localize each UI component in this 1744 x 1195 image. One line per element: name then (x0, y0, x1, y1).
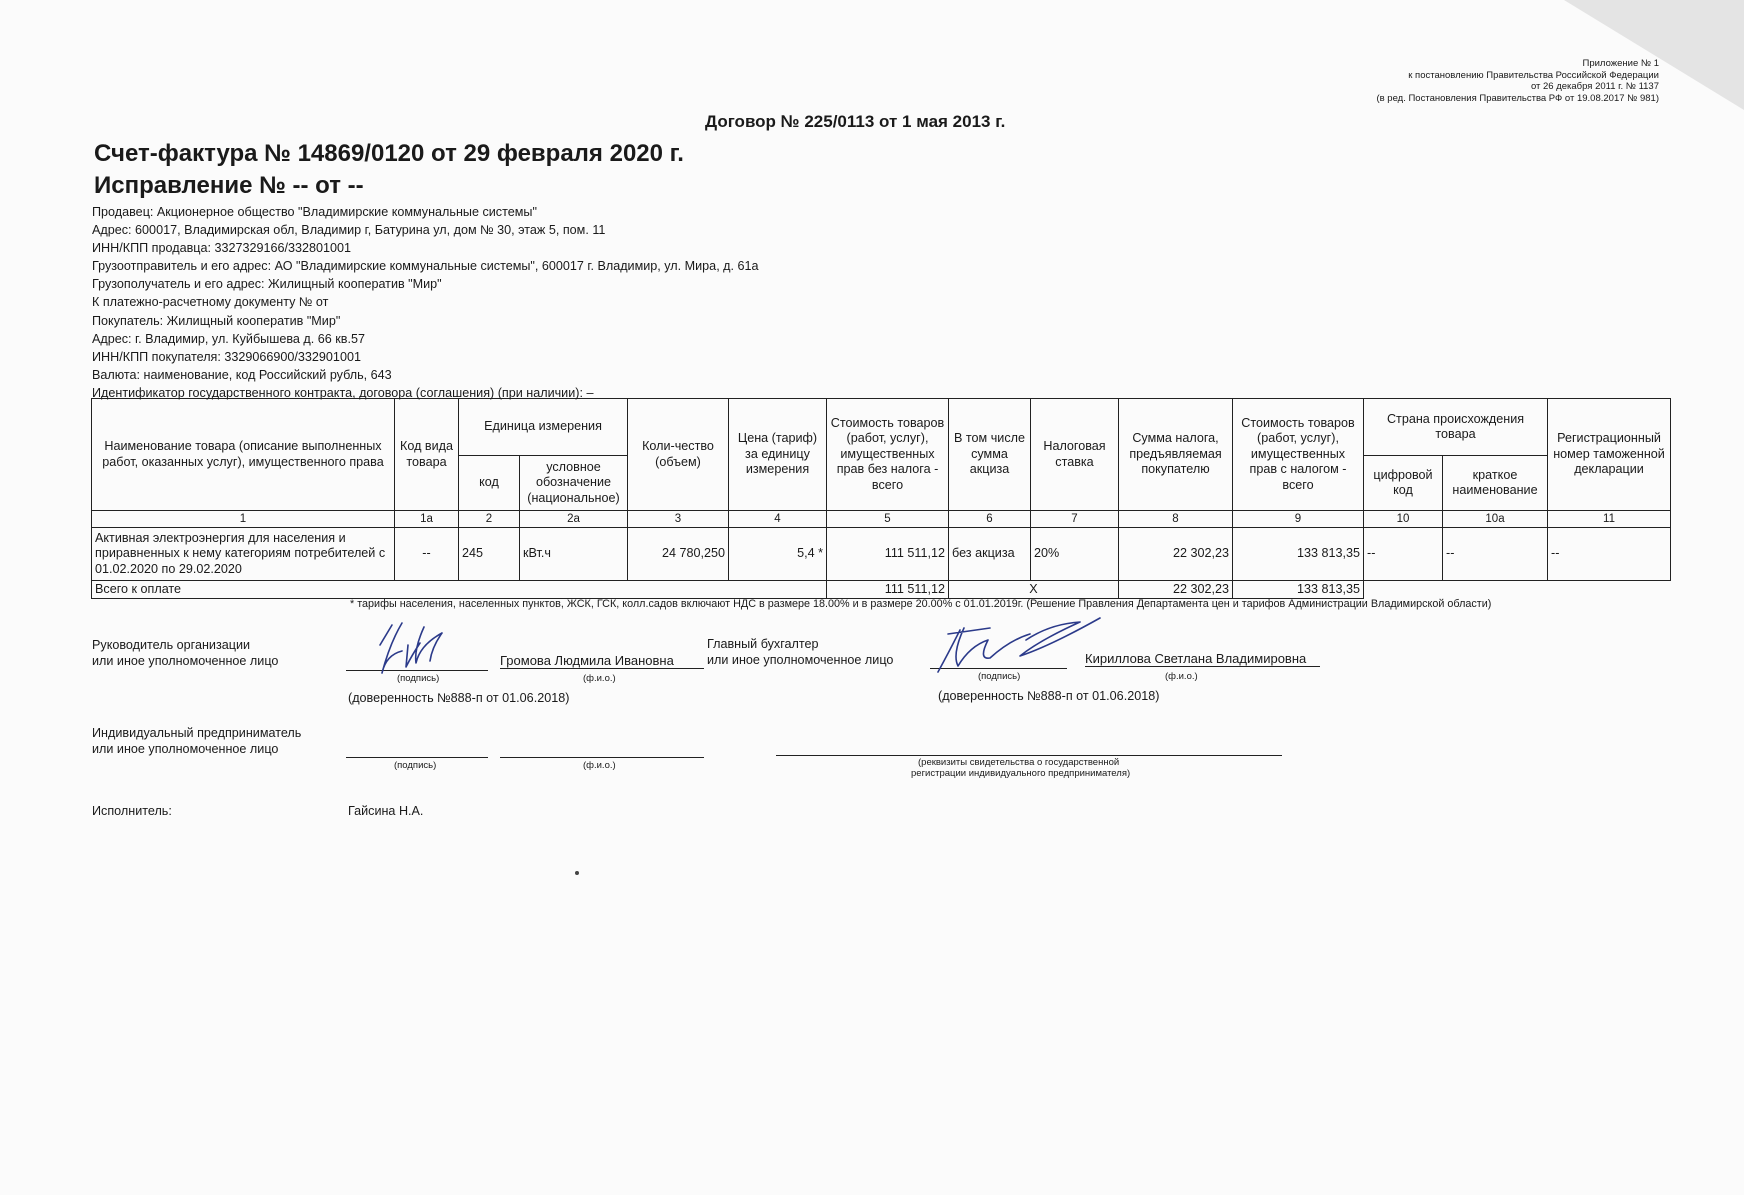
col-unit-symbol-header: условное обозначение (национальное) (520, 456, 628, 511)
col-price-header: Цена (тариф) за единицу измерения (729, 399, 827, 511)
table-header-row (92, 399, 1671, 456)
col-tax-rate-header: Налоговая ставка (1031, 399, 1119, 511)
col-country-code-header: цифровой код (1364, 456, 1443, 511)
head-sign-caption: (подпись) (397, 673, 440, 684)
invoice-title: Счет-фактура № 14869/0120 от 29 февраля 2020 г. (94, 140, 684, 167)
ip-fio-caption: (ф.и.о.) (583, 760, 616, 771)
col-excise-header: В том числе сумма акциза (949, 399, 1031, 511)
buyer-address: Адрес: г. Владимир, ул. Куйбышева д. 66 кв.57 (92, 331, 365, 346)
ip-requisites-caption-1: (реквизиты свидетельства о государственной (918, 757, 1120, 768)
buyer-inn-kpp: ИНН/КПП покупателя: 3329066900/332901001 (92, 349, 361, 364)
item-tax-rate: 20% (1031, 528, 1119, 581)
ip-name-line (500, 757, 704, 758)
accountant-sign-caption: (подпись) (978, 671, 1021, 682)
currency: Валюта: наименование, код Российский рубль, 643 (92, 367, 392, 382)
executor-label: Исполнитель: (92, 804, 172, 818)
col-cost-with-tax-header: Стоимость товаров (работ, услуг), имущественных прав с налогом - всего (1233, 399, 1364, 511)
col-cost-no-tax-header: Стоимость товаров (работ, услуг), имущественных прав без налога - всего (827, 399, 949, 511)
item-unit-code: 245 (459, 528, 520, 581)
item-name: Активная электроэнергия для населения и приравненных к нему категориям потребителей с 01.02.2020 по 29.02.2020 (92, 528, 395, 581)
tariff-footnote: * тарифы населения, населенных пунктов, ЖСК, ГСК, колл.садов включают НДС в размере 18.00% и в размере 20.00% с 01.01.2019г. (Решение Правления Департамента цен и тарифов Администрации Владимирской области) (350, 598, 1492, 610)
shipper: Грузоотправитель и его адрес: АО "Владимирские коммунальные системы", 600017 г. Владимир, ул. Мира, д. 61а (92, 259, 759, 274)
item-cost-no-tax: 111 511,12 (827, 528, 949, 581)
invoice-header-details (92, 203, 759, 402)
total-cost-no-tax: 111 511,12 (827, 581, 949, 599)
total-tax-sum: 22 302,23 (1119, 581, 1233, 599)
payment-document: К платежно-расчетному документу № от (92, 295, 329, 310)
item-kind-code: -- (395, 528, 459, 581)
seller-address: Адрес: 600017, Владимирская обл, Владимир г, Батурина ул, дом № 30, этаж 5, пом. 11 (92, 223, 606, 238)
col-unit-header: Единица измерения (459, 399, 628, 456)
col-country-name-header: краткое наименование (1443, 456, 1548, 511)
ip-requisites-caption-2: регистрации индивидуального предпринимателя) (911, 768, 1131, 779)
col-country-header: Страна происхождения товара (1364, 399, 1548, 456)
head-fio-caption: (ф.и.о.) (583, 673, 616, 684)
total-excise: X (949, 581, 1119, 599)
col-name-header: Наименование товара (описание выполненных работ, оказанных услуг), имущественного права (92, 399, 395, 511)
accountant-proxy: (доверенность №888-п от 01.06.2018) (938, 689, 1160, 703)
contract-reference: Договор № 225/0113 от 1 мая 2013 г. (705, 112, 1006, 131)
item-tax-sum: 22 302,23 (1119, 528, 1233, 581)
accountant-name: Кириллова Светлана Владимировна (1085, 651, 1320, 667)
accountant-signature (930, 610, 1130, 680)
col-qty-header: Коли-чество (объем) (628, 399, 729, 511)
head-name: Громова Людмила Ивановна (500, 653, 704, 669)
scan-speck (575, 871, 579, 875)
ip-signature-line (346, 757, 488, 758)
total-label: Всего к оплате (92, 581, 827, 599)
ip-label: Индивидуальный предприниматель или иное уполномоченное лицо (92, 726, 302, 756)
column-number-row: 1 1а 2 2а 3 4 5 6 7 8 9 10 10а 11 (92, 511, 1671, 528)
table-row (92, 528, 1671, 581)
total-cost-with-tax: 133 813,35 (1233, 581, 1364, 599)
head-signature (372, 615, 492, 675)
item-excise: без акциза (949, 528, 1031, 581)
ip-sign-caption: (подпись) (394, 760, 437, 771)
col-unit-code-header: код (459, 456, 520, 511)
invoice-table (91, 398, 1671, 599)
head-label: Руководитель организации или иное уполномоченное лицо (92, 638, 279, 668)
item-qty: 24 780,250 (628, 528, 729, 581)
buyer: Покупатель: Жилищный кооператив "Мир" (92, 313, 341, 328)
accountant-fio-caption: (ф.и.о.) (1165, 671, 1198, 682)
item-country-code: -- (1364, 528, 1443, 581)
ip-requisites-line (776, 755, 1282, 756)
total-row (92, 581, 1671, 599)
item-customs: -- (1548, 528, 1671, 581)
col-customs-header: Регистрационный номер таможенной декларации (1548, 399, 1671, 511)
col-kind-code-header: Код вида товара (395, 399, 459, 511)
appendix-note: Приложение № 1 к постановлению Правительства Российской Федерации от 26 декабря 2011 г. № 1137 (в ред. Постановления Правительства РФ от 19.08.2017 № 981) (1376, 58, 1659, 104)
accountant-label: Главный бухгалтер или иное уполномоченное лицо (707, 637, 894, 667)
consignee: Грузополучатель и его адрес: Жилищный кооператив "Мир" (92, 277, 442, 292)
seller-inn-kpp: ИНН/КПП продавца: 3327329166/332801001 (92, 241, 352, 256)
item-unit-symbol: кВт.ч (520, 528, 628, 581)
seller: Продавец: Акционерное общество "Владимирские коммунальные системы" (92, 205, 537, 219)
correction-title: Исправление № -- от -- (94, 172, 364, 199)
col-tax-sum-header: Сумма налога, предъявляемая покупателю (1119, 399, 1233, 511)
contract-identifier: Идентификатор государственного контракта, договора (соглашения) (при наличии): – (92, 385, 594, 400)
item-price: 5,4 * (729, 528, 827, 581)
item-country-name: -- (1443, 528, 1548, 581)
item-cost-with-tax: 133 813,35 (1233, 528, 1364, 581)
head-proxy: (доверенность №888-п от 01.06.2018) (348, 691, 570, 705)
executor-name: Гайсина Н.А. (348, 804, 424, 818)
